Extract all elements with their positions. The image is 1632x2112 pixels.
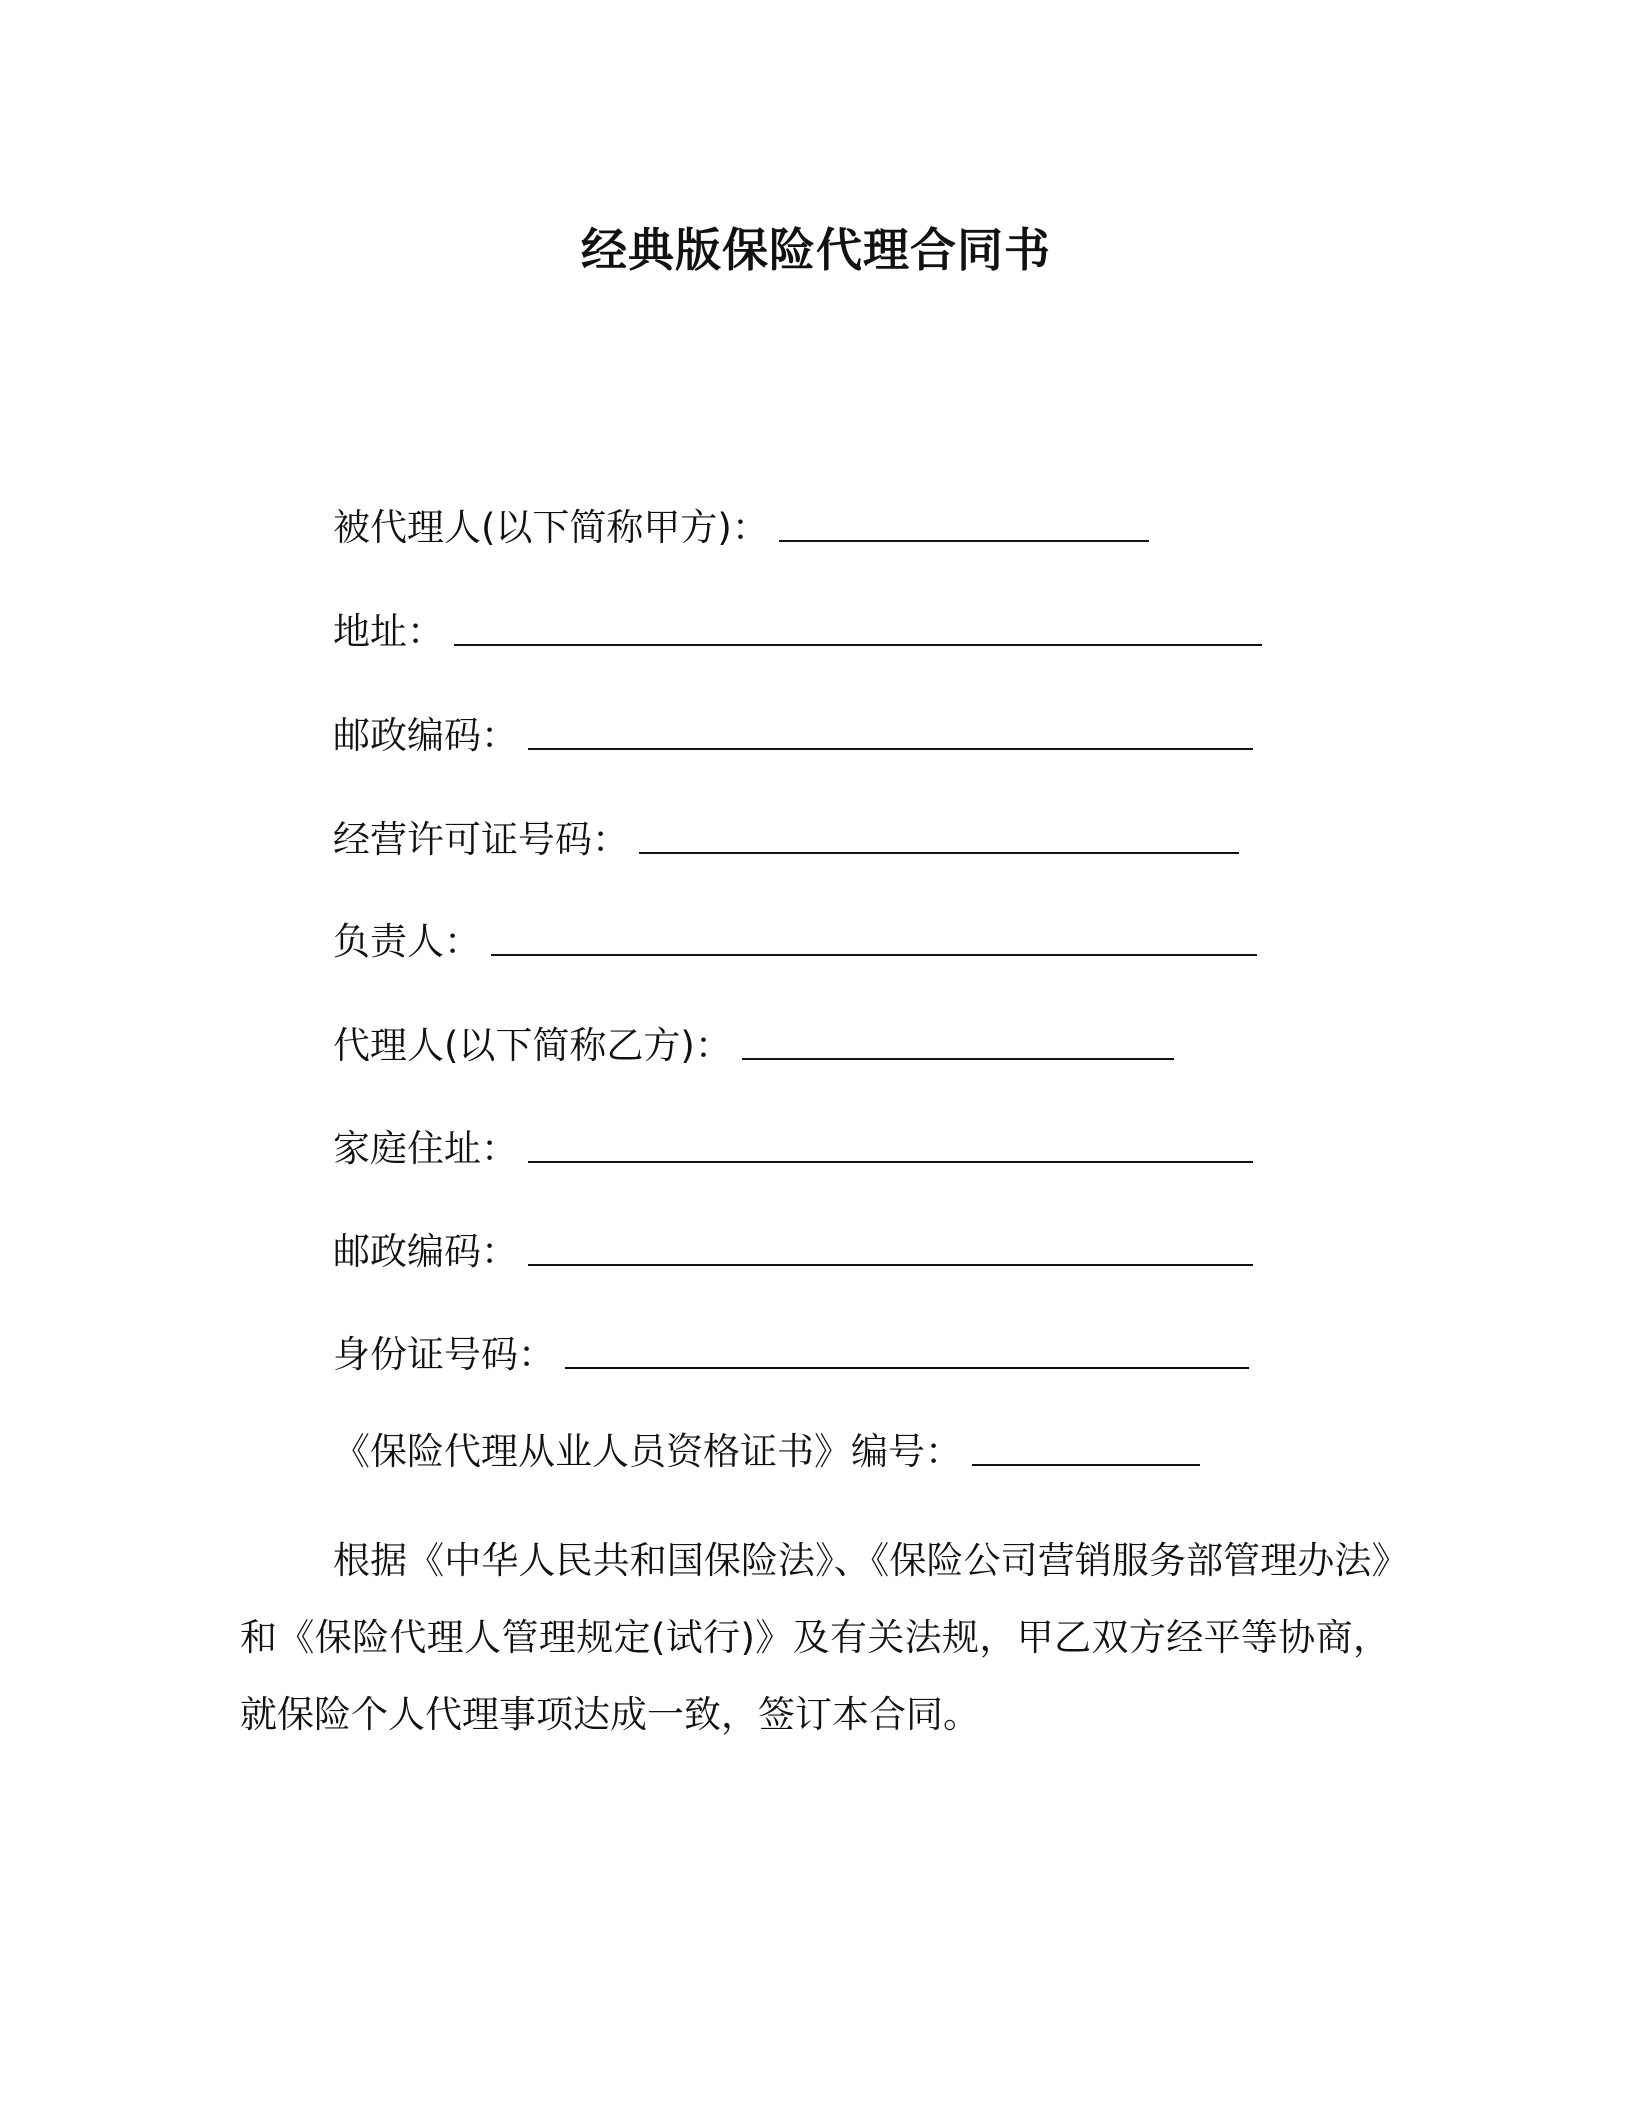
- field-id-number: [333, 1323, 1249, 1379]
- blank-postcode-1[interactable]: [528, 738, 1253, 750]
- blank-home-address[interactable]: [528, 1151, 1253, 1163]
- field-person-in-charge: [333, 910, 1257, 966]
- field-label-principal: 被代理人(以下简称甲方)：: [333, 506, 769, 549]
- blank-id-number[interactable]: [565, 1357, 1249, 1369]
- field-label-id-number: 身份证号码：: [333, 1333, 555, 1376]
- document-title: 经典版保险代理合同书: [581, 223, 1051, 277]
- blank-postcode-2[interactable]: [528, 1254, 1253, 1266]
- field-label-certificate-number: 《保险代理从业人员资格证书》编号：: [333, 1430, 962, 1473]
- field-principal: [333, 496, 1149, 552]
- preamble-paragraph: 根据《中华人民共和国保险法》、《保险公司营销服务部管理办法》和《保险代理人管理规定(试行)》及有关法规，甲乙双方经平等协商，就保险个人代理事项达成一致，签订本合同。: [240, 1539, 1390, 1736]
- blank-principal[interactable]: [779, 530, 1149, 542]
- field-address: [333, 600, 1262, 656]
- blank-certificate-number[interactable]: [972, 1454, 1200, 1466]
- blank-agent[interactable]: [742, 1048, 1174, 1060]
- field-label-postcode-1: 邮政编码：: [333, 714, 518, 757]
- field-postcode-1: [333, 704, 1253, 760]
- field-label-address: 地址：: [333, 610, 444, 653]
- field-label-license-number: 经营许可证号码：: [333, 818, 629, 861]
- field-agent: [333, 1014, 1174, 1070]
- field-label-home-address: 家庭住址：: [333, 1127, 518, 1170]
- field-label-postcode-2: 邮政编码：: [333, 1230, 518, 1273]
- field-home-address: [333, 1117, 1253, 1173]
- blank-person-in-charge[interactable]: [491, 944, 1257, 956]
- blank-address[interactable]: [454, 634, 1262, 646]
- field-label-agent: 代理人(以下简称乙方)：: [333, 1024, 732, 1067]
- field-label-person-in-charge: 负责人：: [333, 920, 481, 963]
- field-postcode-2: [333, 1220, 1253, 1276]
- blank-license-number[interactable]: [639, 842, 1239, 854]
- field-certificate-number: [333, 1420, 1200, 1476]
- field-license-number: [333, 808, 1239, 864]
